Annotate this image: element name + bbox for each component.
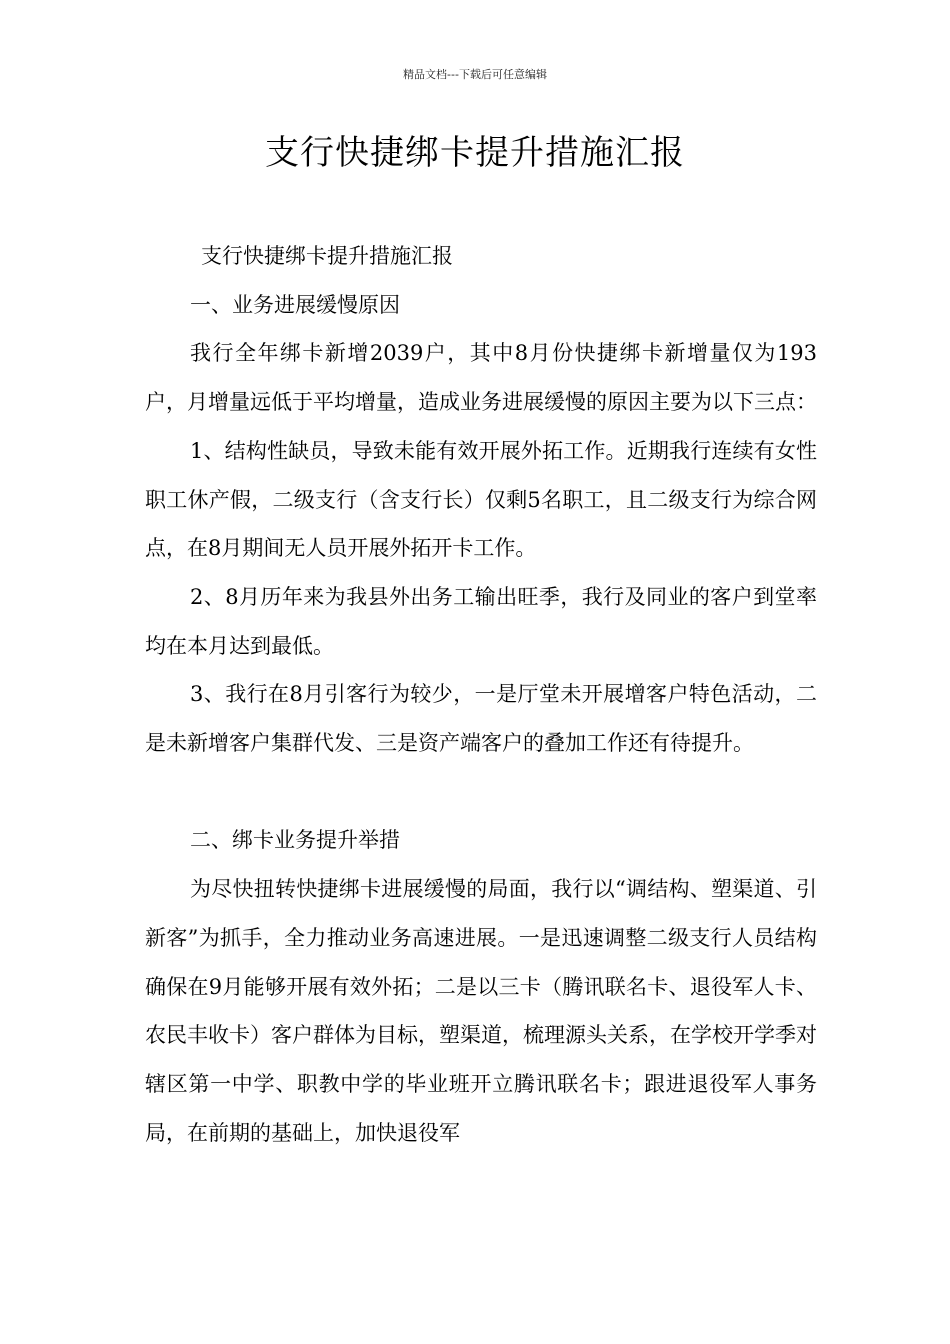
section1-heading: 一、业务进展缓慢原因 [190, 292, 400, 317]
section1-point-2: 2、8月历年来为我县外出务工输出旺季，我行及同业的客户到堂率均在本月达到最低。 [145, 584, 817, 658]
section1-point-3: 3、我行在8月引客行为较少，一是厅堂未开展增客户特色活动，二是未新增客户集群代发、三是资产端客户的叠加工作还有待提升。 [145, 682, 817, 756]
document-body [145, 232, 817, 1157]
section2-heading: 二、绑卡业务提升举措 [190, 828, 400, 853]
document-subtitle: 支行快捷绑卡提升措施汇报 [201, 244, 453, 268]
section2-paragraph: 为尽快扭转快捷绑卡进展缓慢的局面，我行以“调结构、塑渠道、引新客”为抓手，全力推动业务高速进展。一是迅速调整二级支行人员结构确保在9月能够开展有效外拓；二是以三卡（腾讯联名卡、退役军人卡、农民丰收卡）客户群体为目标，塑渠道，梳理源头关系，在学校开学季对辖区第一中学、职教中学的毕业班开立腾讯联名卡；跟进退役军人事务局，在前期的基础上，加快退役军 [145, 877, 817, 1145]
section-spacer [145, 768, 817, 817]
section1-point-1: 1、结构性缺员，导致未能有效开展外拓工作。近期我行连续有女性职工休产假，二级支行（含支行长）仅剩5名职工，且二级支行为综合网点，在8月期间无人员开展外拓开卡工作。 [145, 438, 817, 561]
header-note: 精品文档---下载后可任意编辑 [403, 68, 547, 81]
section1-intro-paragraph: 我行全年绑卡新增2039户，其中8月份快捷绑卡新增量仅为193户，月增量远低于平均增量，造成业务进展缓慢的原因主要为以下三点： [145, 341, 817, 415]
document-title: 支行快捷绑卡提升措施汇报 [265, 133, 685, 173]
